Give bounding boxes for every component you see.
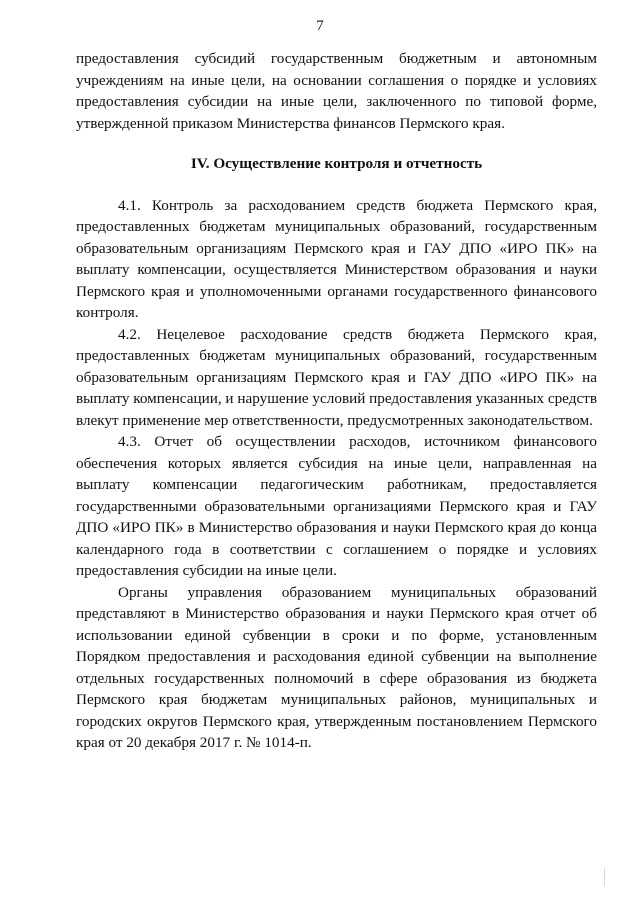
paragraph-4-2: 4.2. Нецелевое расходование средств бюджета Пермского края, предоставленных бюджетам муниципальных образований, государственным образовательным организациям Пермского края и ГАУ ДПО «ИРО ПК» на выплату компенсации, и нарушение условий предоставления указанных средств влекут применение мер ответственности, предусмотренных законодательством.	[76, 325, 597, 429]
intro-paragraph: предоставления субсидий государственным бюджетным и автономным учреждениям на иные цели, на основании соглашения о порядке и условиях предоставления субсидии на иные цели, заключенного по типовой форме, утвержденной приказом Министерства финансов Пермского края.	[76, 50, 597, 132]
paragraph-4-3: 4.3. Отчет об осуществлении расходов, источником финансового обеспечения которых является субсидия на иные цели, направленная на выплату компенсации педагогическим работникам, предоставляется государственными образовательными организациями Пермского края и ГАУ ДПО «ИРО ПК» в Министерство образования и науки Пермского края до конца календарного года в соответствии с соглашением о порядке и условиях предоставления субсидии на иные цели.	[76, 433, 597, 579]
page-number: 7	[316, 18, 324, 34]
section-heading: IV. Осуществление контроля и отчетность	[190, 155, 483, 172]
document-body	[76, 48, 597, 754]
paragraph-4-1: 4.1. Контроль за расходованием средств бюджета Пермского края, предоставленных бюджетам муниципальных образований, государственным образовательным организациям Пермского края и ГАУ ДПО «ИРО ПК» на выплату компенсации, осуществляется Министерством образования и науки Пермского края и уполномоченными органами государственного финансового контроля.	[76, 196, 597, 321]
scan-edge-mark	[604, 868, 605, 886]
paragraph-reporting: Органы управления образованием муниципальных образований представляют в Министерство образования и науки Пермского края отчет об использовании единой субвенции в сроки и по форме, установленным Порядком предоставления и расходования единой субвенции на выполнение отдельных государственных полномочий в сфере образования из бюджета Пермского края бюджетам муниципальных районов, муниципальных и городских округов Пермского края, утвержденным постановлением Пермского края от 20 декабря 2017 г. № 1014-п.	[76, 583, 597, 751]
